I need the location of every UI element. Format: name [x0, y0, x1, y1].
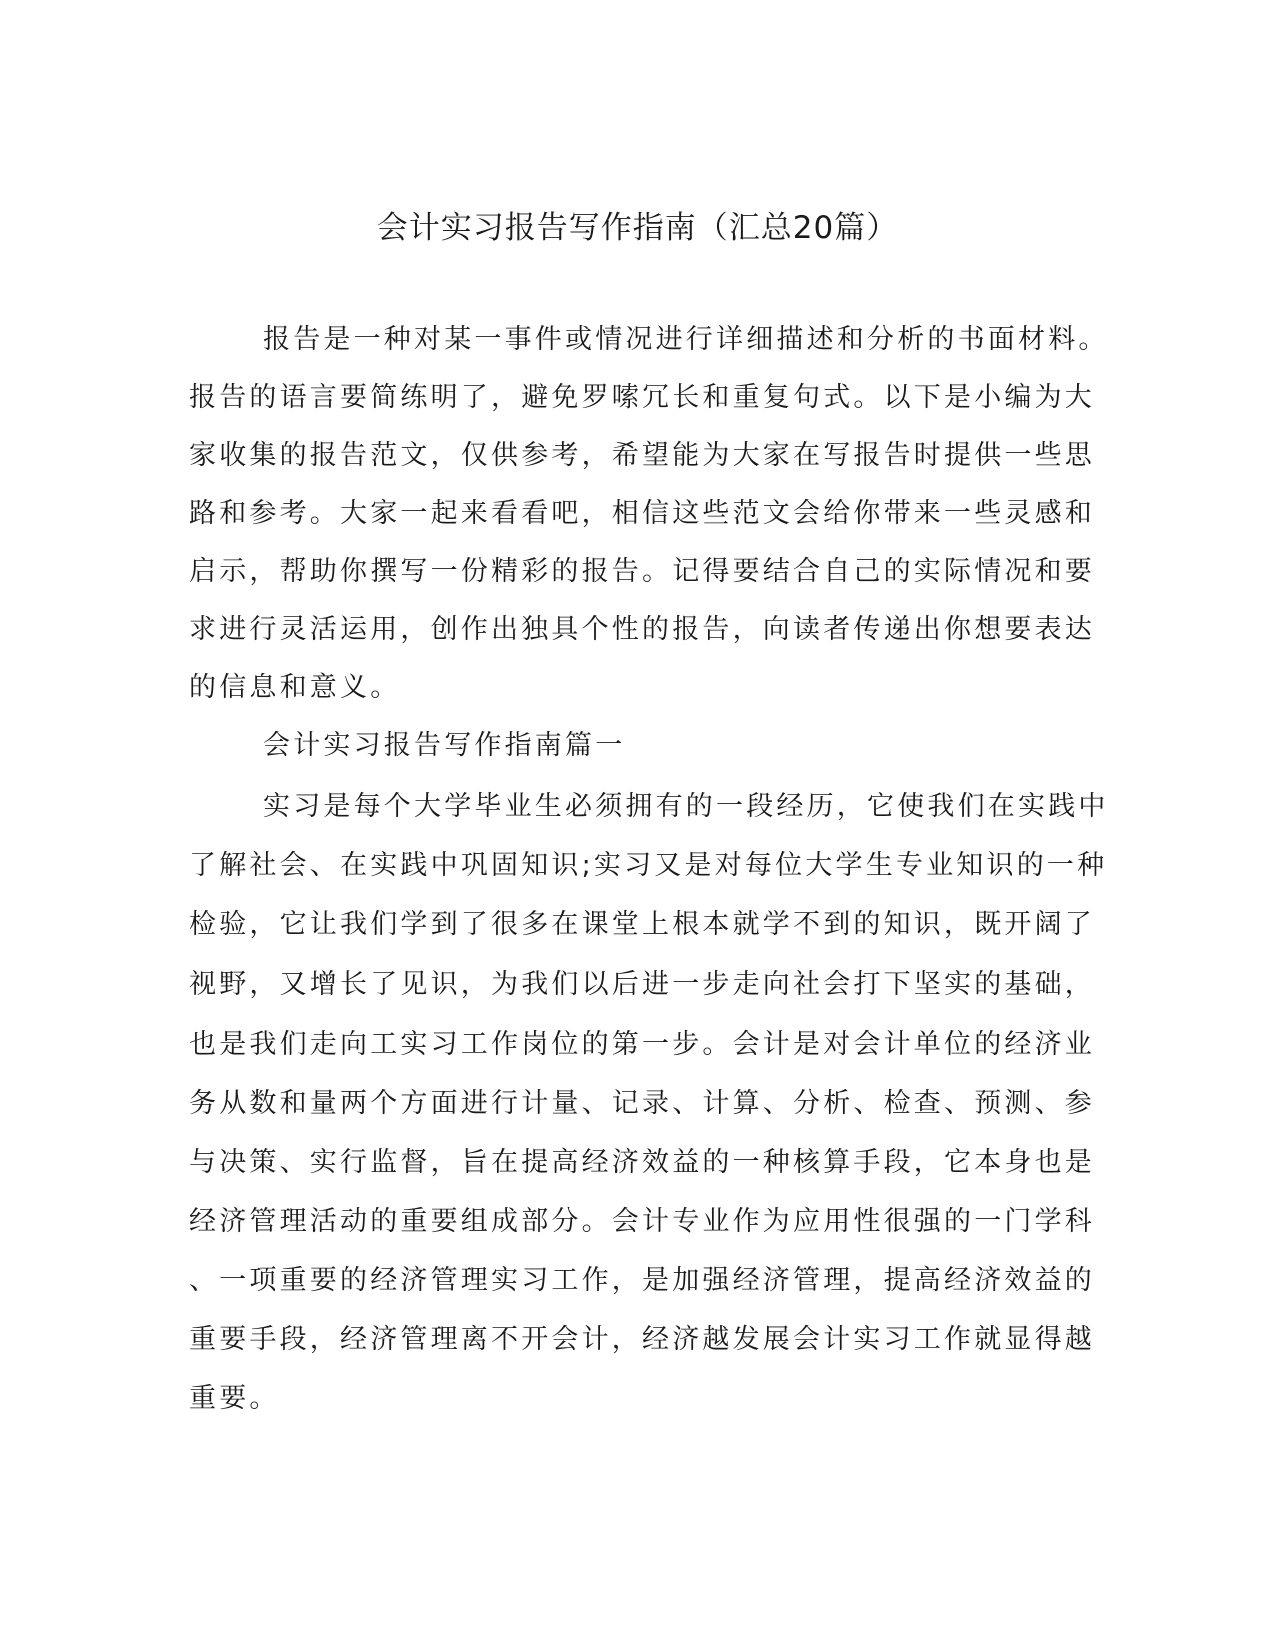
body-line: 经济管理活动的重要组成部分。会计专业作为应用性很强的一门学科 [189, 1206, 1095, 1237]
body-line: 也是我们走向工实习工作岗位的第一步。会计是对会计单位的经济业 [189, 1029, 1095, 1060]
document-title: 会计实习报告写作指南（汇总20篇） [376, 210, 899, 246]
intro-line: 启示，帮助你撰写一份精彩的报告。记得要结合自己的实际情况和要 [189, 556, 1095, 587]
body-line: 实习是每个大学毕业生必须拥有的一段经历，它使我们在实践中 [263, 791, 1109, 822]
body-line: 、一项重要的经济管理实习工作，是加强经济管理，提高经济效益的 [189, 1265, 1095, 1296]
intro-line: 的信息和意义。 [189, 672, 401, 703]
intro-line: 家收集的报告范文，仅供参考，希望能为大家在写报告时提供一些思 [189, 440, 1095, 471]
section-heading: 会计实习报告写作指南篇一 [263, 730, 626, 761]
body-line: 检验，它让我们学到了很多在课堂上根本就学不到的知识，既开阔了 [189, 909, 1095, 940]
body-line: 视野，又增长了见识，为我们以后进一步走向社会打下坚实的基础， [189, 969, 1095, 1000]
intro-line: 报告是一种对某一事件或情况进行详细描述和分析的书面材料。 [263, 324, 1109, 355]
body-line: 与决策、实行监督，旨在提高经济效益的一种核算手段，它本身也是 [189, 1147, 1095, 1178]
body-line: 重要手段，经济管理离不开会计，经济越发展会计实习工作就显得越 [189, 1324, 1095, 1355]
body-line: 务从数和量两个方面进行计量、记录、计算、分析、检查、预测、参 [189, 1088, 1095, 1119]
intro-line: 路和参考。大家一起来看看吧，相信这些范文会给你带来一些灵感和 [189, 498, 1095, 529]
intro-line: 报告的语言要简练明了，避免罗嗦冗长和重复句式。以下是小编为大 [189, 382, 1095, 413]
body-line: 重要。 [189, 1383, 280, 1414]
body-line: 了解社会、在实践中巩固知识;实习又是对每位大学生专业知识的一种 [189, 850, 1108, 881]
intro-line: 求进行灵活运用，创作出独具个性的报告，向读者传递出你想要表达 [189, 614, 1095, 645]
